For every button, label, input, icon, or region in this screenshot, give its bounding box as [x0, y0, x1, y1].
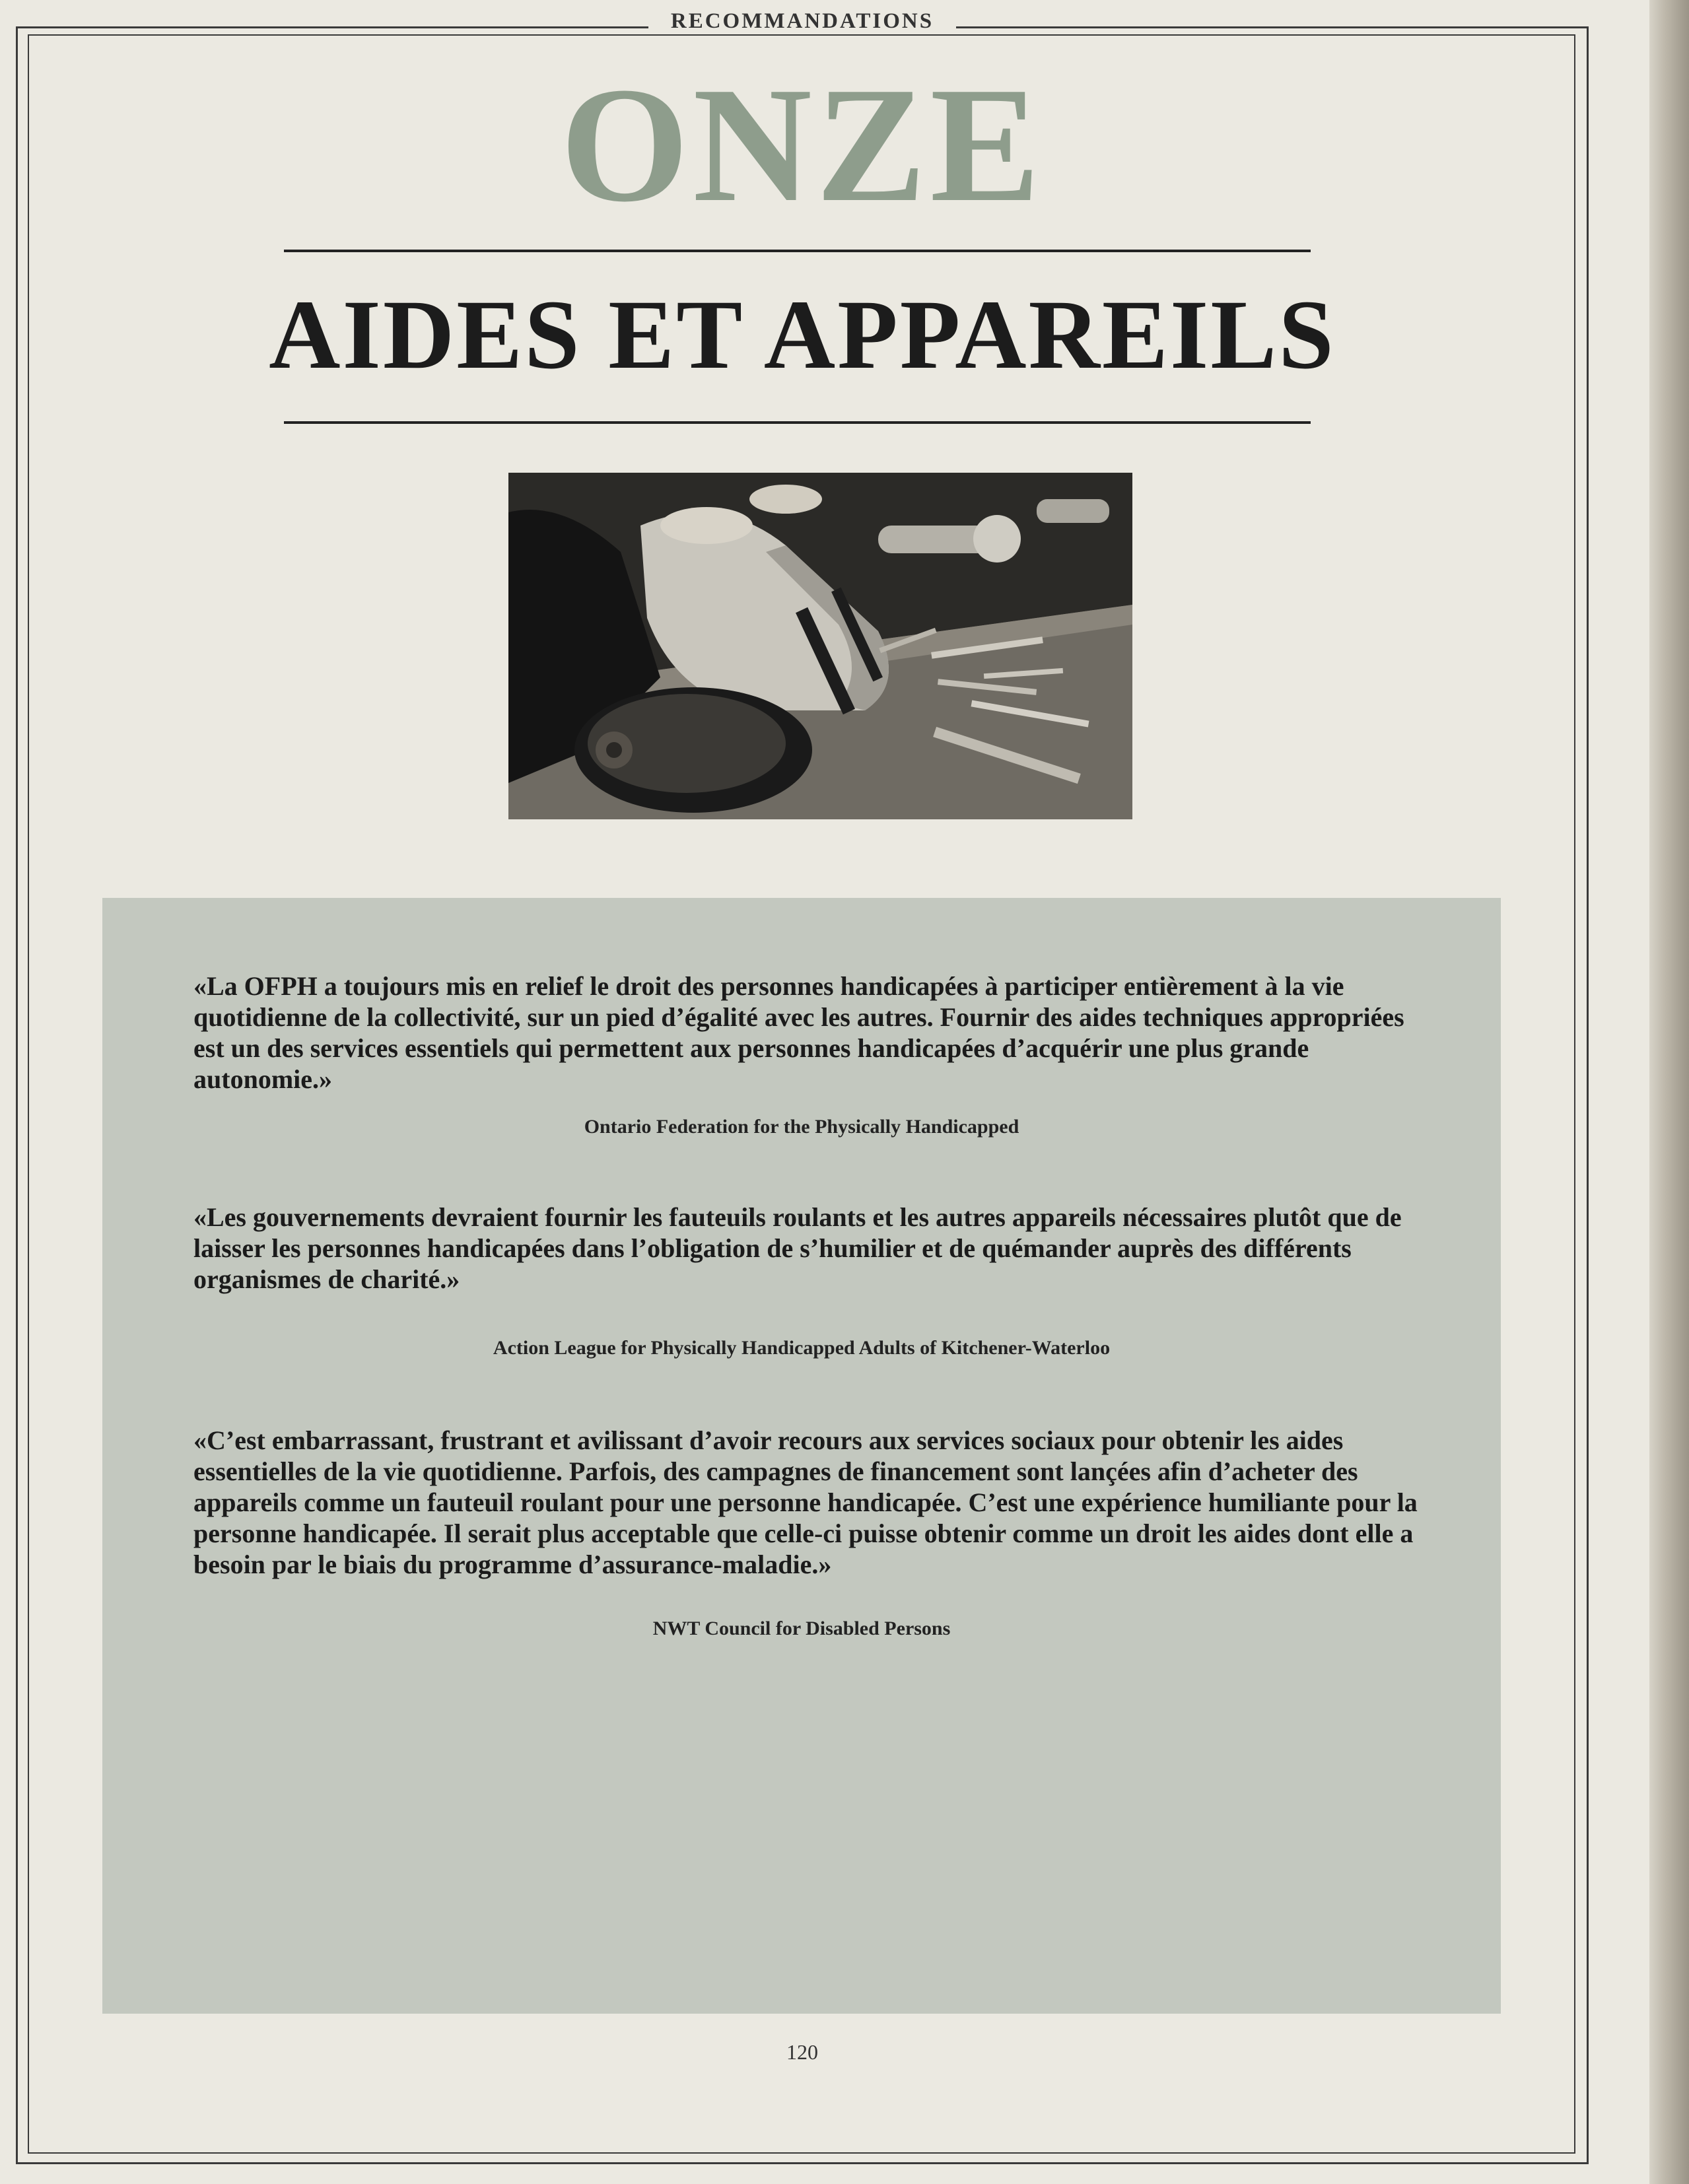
prosthesis-photo	[508, 473, 1132, 819]
prosthesis-photo-illustration	[508, 473, 1132, 819]
running-head	[0, 9, 1604, 34]
quotes-panel	[102, 898, 1501, 2014]
chapter-title: AIDES ET APPAREILS	[269, 280, 1336, 390]
quote-text: «La OFPH a toujours mis en relief le droit des personnes handicapées à participer entièrement à la vie quotidienne de la collectivité, sur un pied d’égalité avec les autres. Fournir des aides techniques appropriées est un des services essentiels qui permettent aux personnes handicapées d’acquérir une plus grande autonomie.»	[193, 971, 1404, 1094]
book-gutter	[1649, 0, 1689, 2184]
quote-source: NWT Council for Disabled Persons	[652, 1618, 951, 1639]
chapter-number: ONZE	[560, 53, 1045, 236]
quote-source: Action League for Physically Handicapped Adults of Kitchener-Waterloo	[493, 1337, 1111, 1359]
quote-source: Ontario Federation for the Physically Handicapped	[584, 1116, 1019, 1138]
title-rule-bottom	[284, 421, 1311, 424]
quote-text: «Les gouvernements devraient fournir les fauteuils roulants et les autres appareils nécessaires plutôt que de laisser les personnes handicapées dans l’obligation de s’humilier et de quémander auprès des différents organismes de charité.»	[193, 1202, 1402, 1294]
page-footer	[0, 2040, 1604, 2065]
page-number: 120	[768, 2040, 837, 2065]
title-rule-top	[284, 250, 1311, 252]
quote-text: «C’est embarrassant, frustrant et avilissant d’avoir recours aux services sociaux pour obtenir les aides essentielles de la vie quotidienne. Parfois, des campagnes de financement sont lançées afin d’acheter des appareils comme un fauteuil roulant pour une personne handicapée. C’est une expérience humiliante pour la personne handicapée. Il serait plus acceptable que celle-ci puisse obtenir comme un droit les aides dont elle a besoin par le biais du programme d’assurance-maladie.»	[193, 1425, 1418, 1579]
running-head-label: RECOMMANDATIONS	[648, 9, 956, 34]
